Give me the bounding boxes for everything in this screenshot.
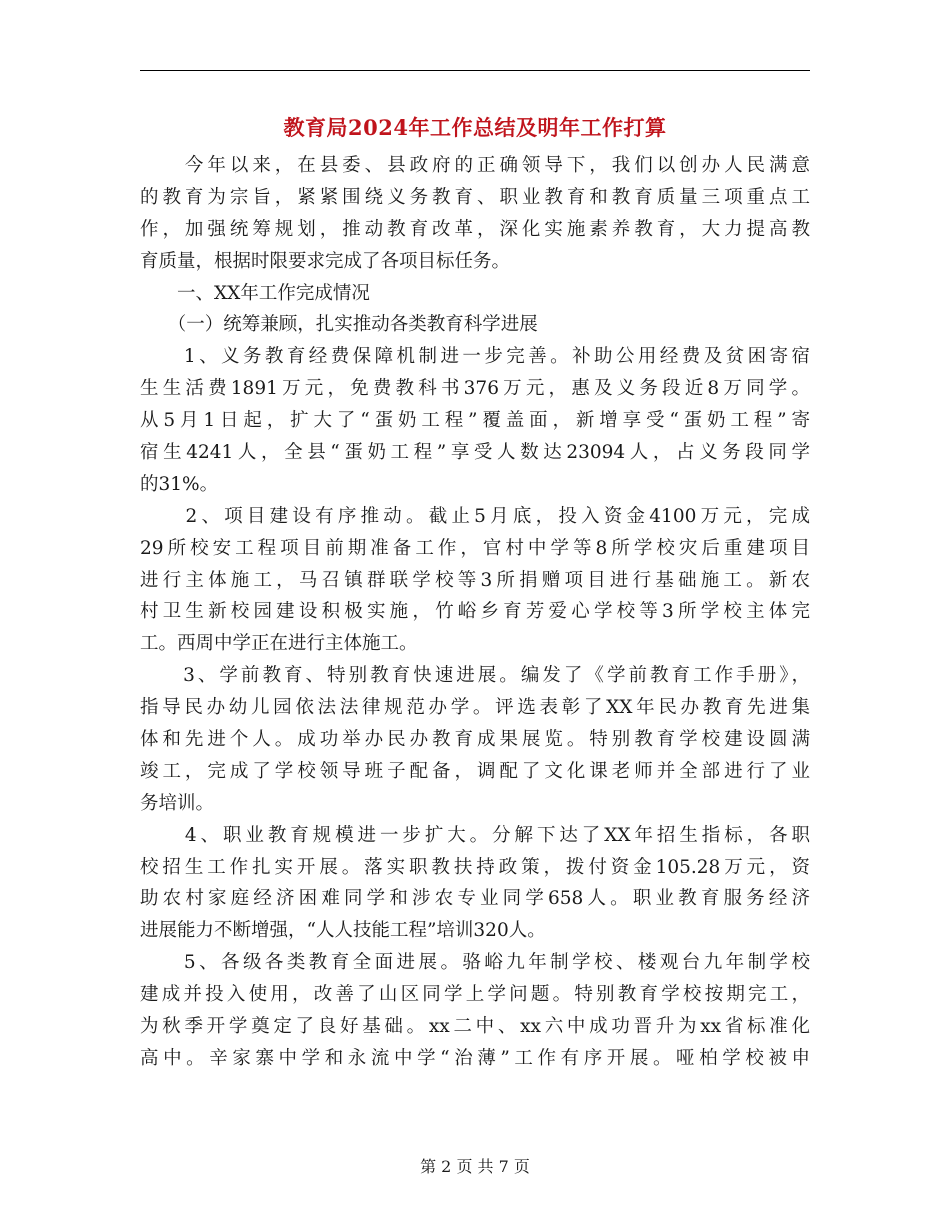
text-line: 从5月1日起，扩大了“蛋奶工程”覆盖面，新增享受“蛋奶工程”寄 [140,410,810,432]
text-line: 5、各级各类教育全面进展。骆峪九年制学校、楼观台九年制学校 [140,952,810,974]
text-line: 建成并投入使用，改善了山区同学上学问题。特别教育学校按期完工， [140,984,810,1006]
page-footer: 第 2 页 共 7 页 [420,1157,530,1176]
text-line: 宿生4241人，全县“蛋奶工程”享受人数达23094人，占义务段同学 [140,442,810,464]
text-line: 校招生工作扎实开展。落实职教扶持政策，拨付资金105.28万元，资 [140,856,810,878]
document-body [140,150,810,1075]
header-rule [140,70,810,71]
text-line: 助农村家庭经济困难同学和涉农专业同学658人。职业教育服务经济 [140,888,810,910]
text-line: 的31%。 [140,473,219,495]
text-line: 一、XX年工作完成情况 [140,282,370,304]
text-line: 高中。辛家寨中学和永流中学“治薄”工作有序开展。哑柏学校被申 [140,1047,810,1069]
text-line: 村卫生新校园建设积极实施，竹峪乡育芳爱心学校等3所学校主体完 [140,601,810,623]
text-line: 工。西周中学正在进行主体施工。 [140,633,418,655]
text-line: 生生活费1891万元，免费教科书376万元，惠及义务段近8万同学。 [140,378,810,400]
text-line: 2、项目建设有序推动。截止5月底，投入资金4100万元，完成 [140,505,810,527]
text-line: 今年以来，在县委、县政府的正确领导下，我们以创办人民满意 [140,155,810,176]
text-line: 指导民办幼儿园依法法律规范办学。评选表彰了XX年民办教育先进集 [140,697,810,719]
text-line: 4、职业教育规模进一步扩大。分解下达了XX年招生指标，各职 [140,824,810,846]
text-line: 1、义务教育经费保障机制进一步完善。补助公用经费及贫困寄宿 [140,346,810,368]
text-line: 育质量，根据时限要求完成了各项目标任务。 [140,250,511,272]
text-line: 竣工，完成了学校领导班子配备，调配了文化课老师并全部进行了业 [140,760,810,782]
text-line: 务培训。 [140,792,215,814]
text-line: 进行主体施工，马召镇群联学校等3所捐赠项目进行基础施工。新农 [140,569,810,591]
text-line: 进展能力不断增强，“人人技能工程”培训320人。 [140,920,546,942]
text-line: 29所校安工程项目前期准备工作，官村中学等8所学校灾后重建项目 [140,537,810,559]
text-line: 的教育为宗旨，紧紧围绕义务教育、职业教育和教育质量三项重点工 [140,186,810,208]
text-line: 为秋季开学奠定了良好基础。xx二中、xx六中成功晋升为xx省标准化 [140,1016,810,1038]
text-line: （一）统筹兼顾，扎实推动各类教育科学进展 [140,314,538,336]
text-line: 3、学前教育、特别教育快速进展。编发了《学前教育工作手册》， [140,665,810,687]
text-line: 作，加强统筹规划，推动教育改革，深化实施素养教育，大力提高教 [140,218,810,240]
document-title: 教育局2024年工作总结及明年工作打算 [283,115,667,140]
text-line: 体和先进个人。成功举办民办教育成果展览。特别教育学校建设圆满 [140,729,810,751]
